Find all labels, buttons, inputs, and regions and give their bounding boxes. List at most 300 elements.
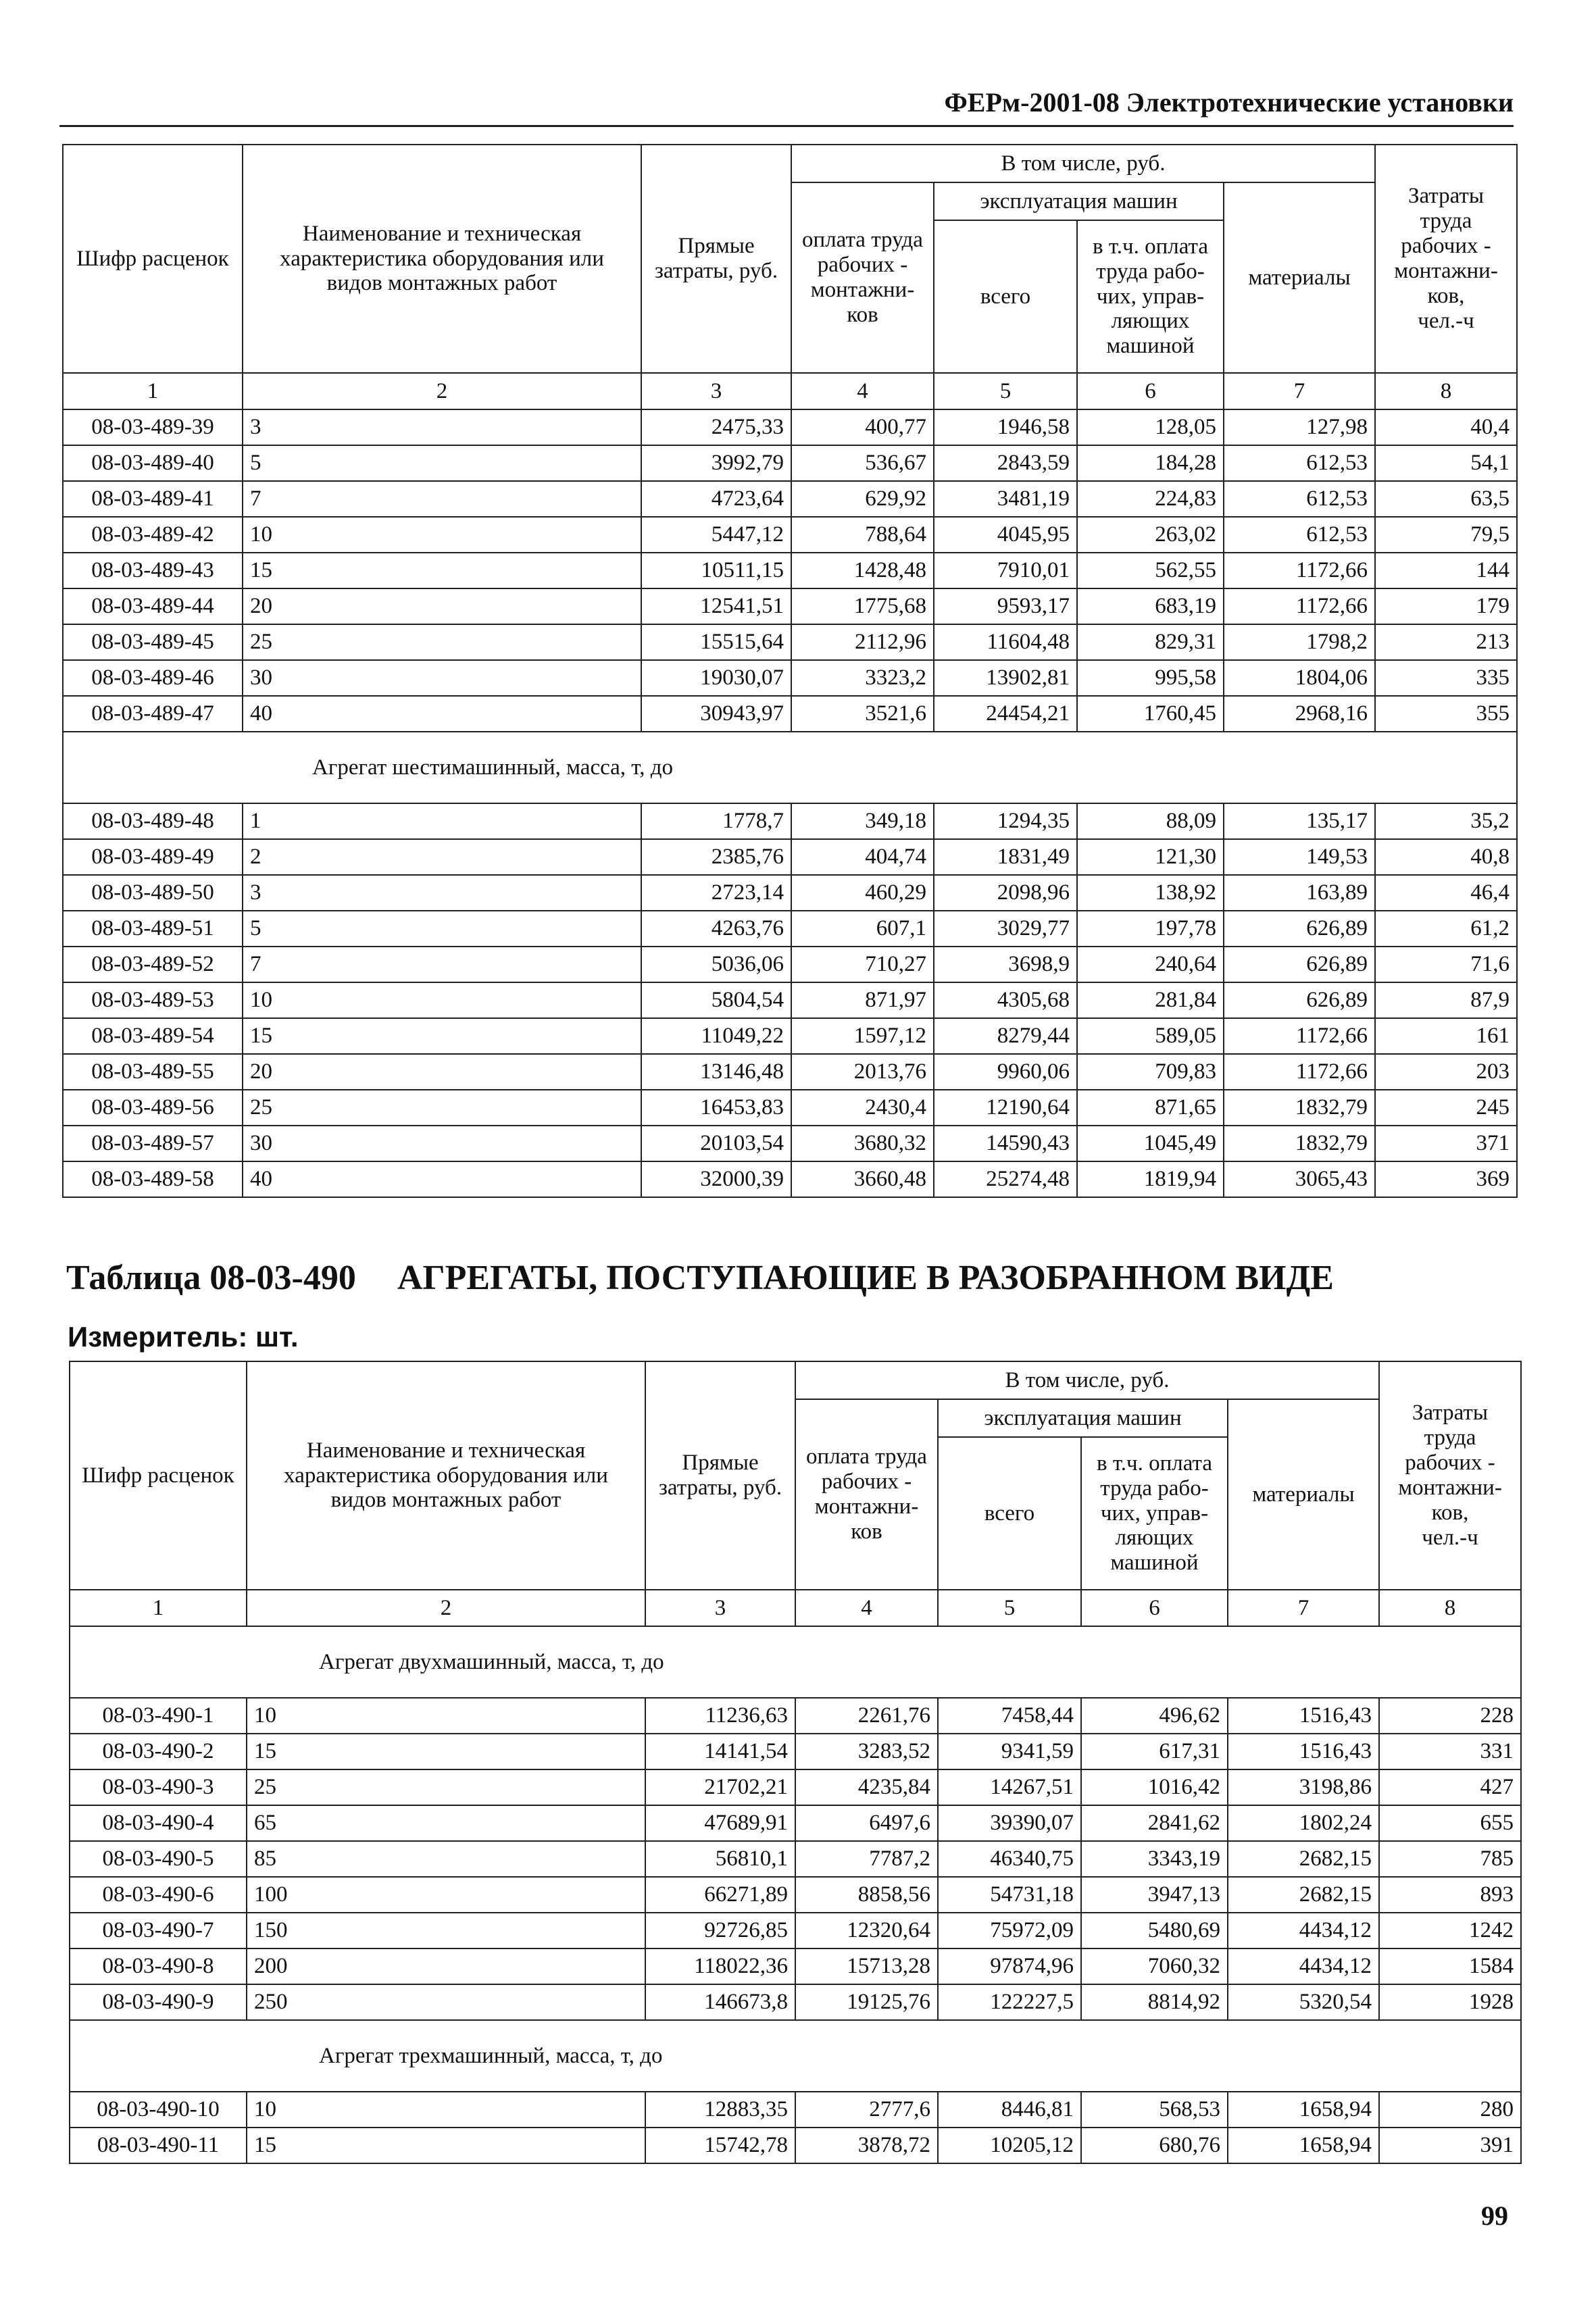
- col-wages-header: оплата труда рабочих - монтажни- ков: [795, 1399, 938, 1590]
- cell-labor: 655: [1379, 1805, 1521, 1841]
- table-row: [70, 1984, 1521, 2020]
- cell-direct-cost: 13146,48: [641, 1054, 791, 1090]
- cell-materials: 2682,15: [1228, 1841, 1379, 1877]
- col-name-header: Наименование и техническая характеристика оборудования или видов монтажных работ: [247, 1361, 645, 1590]
- table1-rows-a: [63, 409, 1517, 732]
- cell-machines-total: 12190,64: [934, 1090, 1077, 1126]
- col-labor-unit: чел.-ч: [1422, 1525, 1478, 1550]
- cell-materials: 612,53: [1224, 445, 1375, 481]
- cell-machines-total: 9960,06: [934, 1054, 1077, 1090]
- cell-name: 15: [247, 2128, 645, 2163]
- cell-direct-cost: 20103,54: [641, 1126, 791, 1161]
- column-number: 6: [1077, 373, 1224, 409]
- cell-wages: 12320,64: [795, 1913, 938, 1948]
- cell-labor: 1928: [1379, 1984, 1521, 2020]
- cell-name: 100: [247, 1877, 645, 1913]
- cell-code: 08-03-489-42: [63, 517, 243, 553]
- cell-machine-wages: 5480,69: [1081, 1913, 1228, 1948]
- cell-materials: 163,89: [1224, 875, 1375, 911]
- col-wages-header: оплата труда рабочих - монтажни- ков: [791, 182, 934, 373]
- cell-materials: 127,98: [1224, 409, 1375, 445]
- cell-name: 15: [243, 553, 641, 588]
- col-incl-group-header: В том числе, руб.: [795, 1361, 1379, 1399]
- cell-name: 65: [247, 1805, 645, 1841]
- table-row: [70, 1698, 1521, 1734]
- cell-name: 15: [243, 1018, 641, 1054]
- cell-direct-cost: 14141,54: [645, 1734, 795, 1769]
- column-number: 7: [1224, 373, 1375, 409]
- price-table-490: [69, 1361, 1522, 2164]
- cell-direct-cost: 15515,64: [641, 624, 791, 660]
- group-row: [70, 2020, 1521, 2092]
- cell-name: 5: [243, 911, 641, 947]
- cell-materials: 626,89: [1224, 982, 1375, 1018]
- cell-name: 10: [243, 517, 641, 553]
- cell-name: 25: [243, 1090, 641, 1126]
- cell-name: 150: [247, 1913, 645, 1948]
- cell-materials: 1798,2: [1224, 624, 1375, 660]
- price-table-489: [62, 144, 1518, 1198]
- cell-name: 2: [243, 839, 641, 875]
- cell-code: 08-03-489-44: [63, 588, 243, 624]
- table1-head: [63, 145, 1517, 373]
- cell-direct-cost: 4723,64: [641, 481, 791, 517]
- cell-machines-total: 7910,01: [934, 553, 1077, 588]
- cell-wages: 629,92: [791, 481, 934, 517]
- cell-machine-wages: 184,28: [1077, 445, 1224, 481]
- column-number-row: [70, 1590, 1521, 1626]
- cell-name: 25: [243, 624, 641, 660]
- running-title: ФЕРм-2001-08 Электротехнические установки: [59, 86, 1514, 127]
- table-row: [63, 1161, 1517, 1197]
- table-row: [70, 2128, 1521, 2163]
- cell-direct-cost: 2385,76: [641, 839, 791, 875]
- cell-name: 7: [243, 947, 641, 982]
- table1-col-numbers: [63, 373, 1517, 409]
- cell-machines-total: 75972,09: [938, 1913, 1081, 1948]
- cell-code: 08-03-489-52: [63, 947, 243, 982]
- cell-materials: 4434,12: [1228, 1913, 1379, 1948]
- table2-number: Таблица 08-03-490: [66, 1259, 356, 1297]
- col-machines-group-header: эксплуатация машин: [934, 182, 1224, 220]
- cell-wages: 3521,6: [791, 696, 934, 732]
- cell-labor: 35,2: [1375, 803, 1517, 839]
- cell-wages: 6497,6: [795, 1805, 938, 1841]
- cell-machine-wages: 496,62: [1081, 1698, 1228, 1734]
- cell-machines-total: 11604,48: [934, 624, 1077, 660]
- table-row: [63, 803, 1517, 839]
- cell-code: 08-03-489-54: [63, 1018, 243, 1054]
- cell-wages: 15713,28: [795, 1948, 938, 1984]
- column-number: 6: [1081, 1590, 1228, 1626]
- cell-name: 10: [247, 2092, 645, 2128]
- cell-direct-cost: 32000,39: [641, 1161, 791, 1197]
- cell-code: 08-03-490-8: [70, 1948, 247, 1984]
- cell-direct-cost: 15742,78: [645, 2128, 795, 2163]
- col-machines-total-header: всего: [938, 1437, 1081, 1590]
- cell-direct-cost: 11236,63: [645, 1698, 795, 1734]
- cell-machine-wages: 240,64: [1077, 947, 1224, 982]
- cell-machine-wages: 589,05: [1077, 1018, 1224, 1054]
- cell-direct-cost: 47689,91: [645, 1805, 795, 1841]
- cell-wages: 1775,68: [791, 588, 934, 624]
- table-row: [70, 1769, 1521, 1805]
- cell-direct-cost: 5804,54: [641, 982, 791, 1018]
- cell-code: 08-03-490-10: [70, 2092, 247, 2128]
- cell-name: 20: [243, 588, 641, 624]
- cell-machine-wages: 128,05: [1077, 409, 1224, 445]
- cell-materials: 1516,43: [1228, 1698, 1379, 1734]
- cell-wages: 7787,2: [795, 1841, 938, 1877]
- cell-materials: 1658,94: [1228, 2092, 1379, 2128]
- cell-labor: 54,1: [1375, 445, 1517, 481]
- cell-machine-wages: 829,31: [1077, 624, 1224, 660]
- cell-machine-wages: 138,92: [1077, 875, 1224, 911]
- cell-materials: 1832,79: [1224, 1126, 1375, 1161]
- cell-machine-wages: 680,76: [1081, 2128, 1228, 2163]
- cell-labor: 893: [1379, 1877, 1521, 1913]
- cell-machine-wages: 1819,94: [1077, 1161, 1224, 1197]
- cell-wages: 400,77: [791, 409, 934, 445]
- cell-machines-total: 54731,18: [938, 1877, 1081, 1913]
- cell-wages: 3323,2: [791, 660, 934, 696]
- cell-labor: 391: [1379, 2128, 1521, 2163]
- cell-machine-wages: 281,84: [1077, 982, 1224, 1018]
- table-row: [63, 696, 1517, 732]
- cell-machine-wages: 562,55: [1077, 553, 1224, 588]
- cell-code: 08-03-489-46: [63, 660, 243, 696]
- cell-code: 08-03-489-45: [63, 624, 243, 660]
- col-machines-group-header: эксплуатация машин: [938, 1399, 1228, 1437]
- cell-name: 10: [247, 1698, 645, 1734]
- cell-materials: 626,89: [1224, 911, 1375, 947]
- cell-machine-wages: 3947,13: [1081, 1877, 1228, 1913]
- cell-wages: 3878,72: [795, 2128, 938, 2163]
- cell-wages: 8858,56: [795, 1877, 938, 1913]
- cell-machine-wages: 568,53: [1081, 2092, 1228, 2128]
- cell-materials: 2682,15: [1228, 1877, 1379, 1913]
- cell-wages: 3680,32: [791, 1126, 934, 1161]
- cell-materials: 2968,16: [1224, 696, 1375, 732]
- col-labor-label: Затраты труда рабочих - монтажни- ков,: [1394, 184, 1498, 308]
- cell-machine-wages: 121,30: [1077, 839, 1224, 875]
- table-row: [70, 1805, 1521, 1841]
- cell-labor: 144: [1375, 553, 1517, 588]
- col-incl-group-header: В том числе, руб.: [791, 145, 1375, 182]
- table-row: [63, 1054, 1517, 1090]
- cell-labor: 280: [1379, 2092, 1521, 2128]
- cell-machines-total: 2843,59: [934, 445, 1077, 481]
- cell-machines-total: 25274,48: [934, 1161, 1077, 1197]
- table-row: [63, 839, 1517, 875]
- cell-name: 3: [243, 875, 641, 911]
- table2-head: [70, 1361, 1521, 1590]
- cell-machines-total: 24454,21: [934, 696, 1077, 732]
- cell-name: 5: [243, 445, 641, 481]
- cell-direct-cost: 66271,89: [645, 1877, 795, 1913]
- table-row: [63, 660, 1517, 696]
- table-row: [63, 624, 1517, 660]
- cell-machine-wages: 263,02: [1077, 517, 1224, 553]
- cell-labor: 369: [1375, 1161, 1517, 1197]
- table-row: [63, 947, 1517, 982]
- cell-labor: 79,5: [1375, 517, 1517, 553]
- cell-wages: 404,74: [791, 839, 934, 875]
- cell-materials: 3065,43: [1224, 1161, 1375, 1197]
- cell-name: 1: [243, 803, 641, 839]
- cell-name: 15: [247, 1734, 645, 1769]
- cell-materials: 4434,12: [1228, 1948, 1379, 1984]
- col-machine-wages-header: в т.ч. оплата труда рабо- чих, управ- ляющих машиной: [1077, 220, 1224, 373]
- cell-direct-cost: 19030,07: [641, 660, 791, 696]
- cell-labor: 427: [1379, 1769, 1521, 1805]
- cell-materials: 135,17: [1224, 803, 1375, 839]
- cell-name: 40: [243, 1161, 641, 1197]
- cell-machines-total: 4045,95: [934, 517, 1077, 553]
- cell-wages: 2777,6: [795, 2092, 938, 2128]
- cell-code: 08-03-490-3: [70, 1769, 247, 1805]
- cell-machines-total: 1831,49: [934, 839, 1077, 875]
- cell-labor: 87,9: [1375, 982, 1517, 1018]
- col-machine-wages-header: в т.ч. оплата труда рабо- чих, управ- ляющих машиной: [1081, 1437, 1228, 1590]
- cell-materials: 612,53: [1224, 481, 1375, 517]
- col-labor-label: Затраты труда рабочих - монтажни- ков,: [1398, 1401, 1502, 1525]
- table-row: [70, 1948, 1521, 1984]
- group-row: [63, 732, 1517, 803]
- cell-code: 08-03-489-47: [63, 696, 243, 732]
- cell-wages: 2112,96: [791, 624, 934, 660]
- table-row: [63, 982, 1517, 1018]
- cell-machines-total: 8279,44: [934, 1018, 1077, 1054]
- cell-direct-cost: 5036,06: [641, 947, 791, 982]
- col-labor-unit: чел.-ч: [1418, 308, 1474, 333]
- page-number: 99: [1481, 2200, 1508, 2231]
- col-labor-header: [1379, 1361, 1521, 1590]
- cell-name: 40: [243, 696, 641, 732]
- cell-labor: 1242: [1379, 1913, 1521, 1948]
- table-row: [70, 1841, 1521, 1877]
- group-label: Агрегат шестимашинный, масса, т, до: [63, 732, 1517, 803]
- cell-code: 08-03-489-56: [63, 1090, 243, 1126]
- cell-wages: 349,18: [791, 803, 934, 839]
- column-number: 8: [1379, 1590, 1521, 1626]
- cell-code: 08-03-490-2: [70, 1734, 247, 1769]
- cell-labor: 40,4: [1375, 409, 1517, 445]
- cell-machines-total: 10205,12: [938, 2128, 1081, 2163]
- cell-code: 08-03-490-4: [70, 1805, 247, 1841]
- cell-code: 08-03-489-48: [63, 803, 243, 839]
- table-row: [63, 588, 1517, 624]
- table2-rows-a: [70, 1698, 1521, 2020]
- cell-labor: 71,6: [1375, 947, 1517, 982]
- table1-group-b: [63, 732, 1517, 803]
- cell-machines-total: 14267,51: [938, 1769, 1081, 1805]
- cell-materials: 1172,66: [1224, 1054, 1375, 1090]
- table-row: [63, 445, 1517, 481]
- column-number-row: [63, 373, 1517, 409]
- cell-name: 25: [247, 1769, 645, 1805]
- cell-code: 08-03-489-50: [63, 875, 243, 911]
- column-number: 3: [641, 373, 791, 409]
- cell-wages: 871,97: [791, 982, 934, 1018]
- col-materials-header: материалы: [1228, 1399, 1379, 1590]
- cell-name: 10: [243, 982, 641, 1018]
- cell-name: 7: [243, 481, 641, 517]
- col-labor-header: [1375, 145, 1517, 373]
- col-direct-header: Прямые затраты, руб.: [641, 145, 791, 373]
- cell-code: 08-03-489-51: [63, 911, 243, 947]
- col-machines-total-header: всего: [934, 220, 1077, 373]
- cell-direct-cost: 4263,76: [641, 911, 791, 947]
- cell-code: 08-03-489-49: [63, 839, 243, 875]
- cell-machines-total: 1946,58: [934, 409, 1077, 445]
- cell-machines-total: 9593,17: [934, 588, 1077, 624]
- cell-direct-cost: 10511,15: [641, 553, 791, 588]
- cell-machines-total: 122227,5: [938, 1984, 1081, 2020]
- cell-materials: 1802,24: [1228, 1805, 1379, 1841]
- cell-code: 08-03-489-58: [63, 1161, 243, 1197]
- cell-machine-wages: 995,58: [1077, 660, 1224, 696]
- cell-direct-cost: 16453,83: [641, 1090, 791, 1126]
- column-number: 8: [1375, 373, 1517, 409]
- cell-direct-cost: 12541,51: [641, 588, 791, 624]
- cell-labor: 46,4: [1375, 875, 1517, 911]
- cell-machines-total: 14590,43: [934, 1126, 1077, 1161]
- cell-labor: 331: [1379, 1734, 1521, 1769]
- column-number: 7: [1228, 1590, 1379, 1626]
- cell-name: 30: [243, 1126, 641, 1161]
- cell-code: 08-03-490-6: [70, 1877, 247, 1913]
- cell-machines-total: 3029,77: [934, 911, 1077, 947]
- column-number: 5: [938, 1590, 1081, 1626]
- cell-materials: 1804,06: [1224, 660, 1375, 696]
- table-row: [63, 1018, 1517, 1054]
- cell-code: 08-03-489-41: [63, 481, 243, 517]
- cell-labor: 61,2: [1375, 911, 1517, 947]
- cell-labor: 40,8: [1375, 839, 1517, 875]
- cell-machine-wages: 197,78: [1077, 911, 1224, 947]
- cell-direct-cost: 92726,85: [645, 1913, 795, 1948]
- cell-labor: 63,5: [1375, 481, 1517, 517]
- cell-name: 3: [243, 409, 641, 445]
- cell-machine-wages: 1045,49: [1077, 1126, 1224, 1161]
- cell-materials: 1172,66: [1224, 553, 1375, 588]
- table2-heading: АГРЕГАТЫ, ПОСТУПАЮЩИЕ В РАЗОБРАННОМ ВИДЕ: [397, 1259, 1334, 1297]
- cell-machines-total: 3481,19: [934, 481, 1077, 517]
- column-number: 3: [645, 1590, 795, 1626]
- cell-code: 08-03-489-40: [63, 445, 243, 481]
- cell-wages: 1597,12: [791, 1018, 934, 1054]
- cell-machines-total: 2098,96: [934, 875, 1077, 911]
- cell-name: 30: [243, 660, 641, 696]
- cell-machines-total: 97874,96: [938, 1948, 1081, 1984]
- cell-materials: 1172,66: [1224, 588, 1375, 624]
- cell-machine-wages: 8814,92: [1081, 1984, 1228, 2020]
- cell-wages: 1428,48: [791, 553, 934, 588]
- group-label: Агрегат трехмашинный, масса, т, до: [70, 2020, 1521, 2092]
- cell-labor: 371: [1375, 1126, 1517, 1161]
- col-code-header: Шифр расценок: [63, 145, 243, 373]
- cell-direct-cost: 21702,21: [645, 1769, 795, 1805]
- cell-materials: 1172,66: [1224, 1018, 1375, 1054]
- cell-direct-cost: 2723,14: [641, 875, 791, 911]
- cell-labor: 1584: [1379, 1948, 1521, 1984]
- cell-direct-cost: 1778,7: [641, 803, 791, 839]
- cell-materials: 1658,94: [1228, 2128, 1379, 2163]
- cell-code: 08-03-489-57: [63, 1126, 243, 1161]
- cell-direct-cost: 118022,36: [645, 1948, 795, 1984]
- table-row: [70, 1877, 1521, 1913]
- cell-code: 08-03-489-55: [63, 1054, 243, 1090]
- cell-machines-total: 7458,44: [938, 1698, 1081, 1734]
- cell-labor: 203: [1375, 1054, 1517, 1090]
- cell-code: 08-03-489-53: [63, 982, 243, 1018]
- cell-machine-wages: 224,83: [1077, 481, 1224, 517]
- cell-direct-cost: 2475,33: [641, 409, 791, 445]
- cell-labor: 179: [1375, 588, 1517, 624]
- cell-machine-wages: 88,09: [1077, 803, 1224, 839]
- cell-machines-total: 39390,07: [938, 1805, 1081, 1841]
- table2-group-a: [70, 1626, 1521, 1698]
- cell-materials: 3198,86: [1228, 1769, 1379, 1805]
- cell-code: 08-03-489-39: [63, 409, 243, 445]
- cell-machines-total: 4305,68: [934, 982, 1077, 1018]
- table2-col-numbers: [70, 1590, 1521, 1626]
- cell-wages: 3660,48: [791, 1161, 934, 1197]
- cell-direct-cost: 146673,8: [645, 1984, 795, 2020]
- table2-title: [66, 1258, 1334, 1298]
- cell-labor: 335: [1375, 660, 1517, 696]
- cell-machines-total: 3698,9: [934, 947, 1077, 982]
- cell-wages: 19125,76: [795, 1984, 938, 2020]
- cell-name: 85: [247, 1841, 645, 1877]
- col-code-header: Шифр расценок: [70, 1361, 247, 1590]
- cell-machine-wages: 3343,19: [1081, 1841, 1228, 1877]
- group-row: [70, 1626, 1521, 1698]
- column-number: 5: [934, 373, 1077, 409]
- cell-materials: 612,53: [1224, 517, 1375, 553]
- cell-name: 250: [247, 1984, 645, 2020]
- table-row: [70, 1734, 1521, 1769]
- cell-wages: 460,29: [791, 875, 934, 911]
- table-row: [63, 481, 1517, 517]
- cell-direct-cost: 3992,79: [641, 445, 791, 481]
- table-row: [63, 911, 1517, 947]
- column-number: 2: [243, 373, 641, 409]
- cell-machine-wages: 871,65: [1077, 1090, 1224, 1126]
- column-number: 2: [247, 1590, 645, 1626]
- cell-materials: 1832,79: [1224, 1090, 1375, 1126]
- cell-machines-total: 8446,81: [938, 2092, 1081, 2128]
- cell-wages: 4235,84: [795, 1769, 938, 1805]
- table2-rows-b: [70, 2092, 1521, 2163]
- table-row: [63, 1090, 1517, 1126]
- col-direct-header: Прямые затраты, руб.: [645, 1361, 795, 1590]
- cell-code: 08-03-490-5: [70, 1841, 247, 1877]
- cell-materials: 5320,54: [1228, 1984, 1379, 2020]
- table2-group-b: [70, 2020, 1521, 2092]
- column-number: 1: [63, 373, 243, 409]
- column-number: 4: [795, 1590, 938, 1626]
- cell-wages: 2261,76: [795, 1698, 938, 1734]
- cell-wages: 788,64: [791, 517, 934, 553]
- cell-code: 08-03-490-11: [70, 2128, 247, 2163]
- cell-machine-wages: 2841,62: [1081, 1805, 1228, 1841]
- table-row: [63, 875, 1517, 911]
- table1-rows-b: [63, 803, 1517, 1197]
- table-row: [70, 2092, 1521, 2128]
- cell-wages: 2430,4: [791, 1090, 934, 1126]
